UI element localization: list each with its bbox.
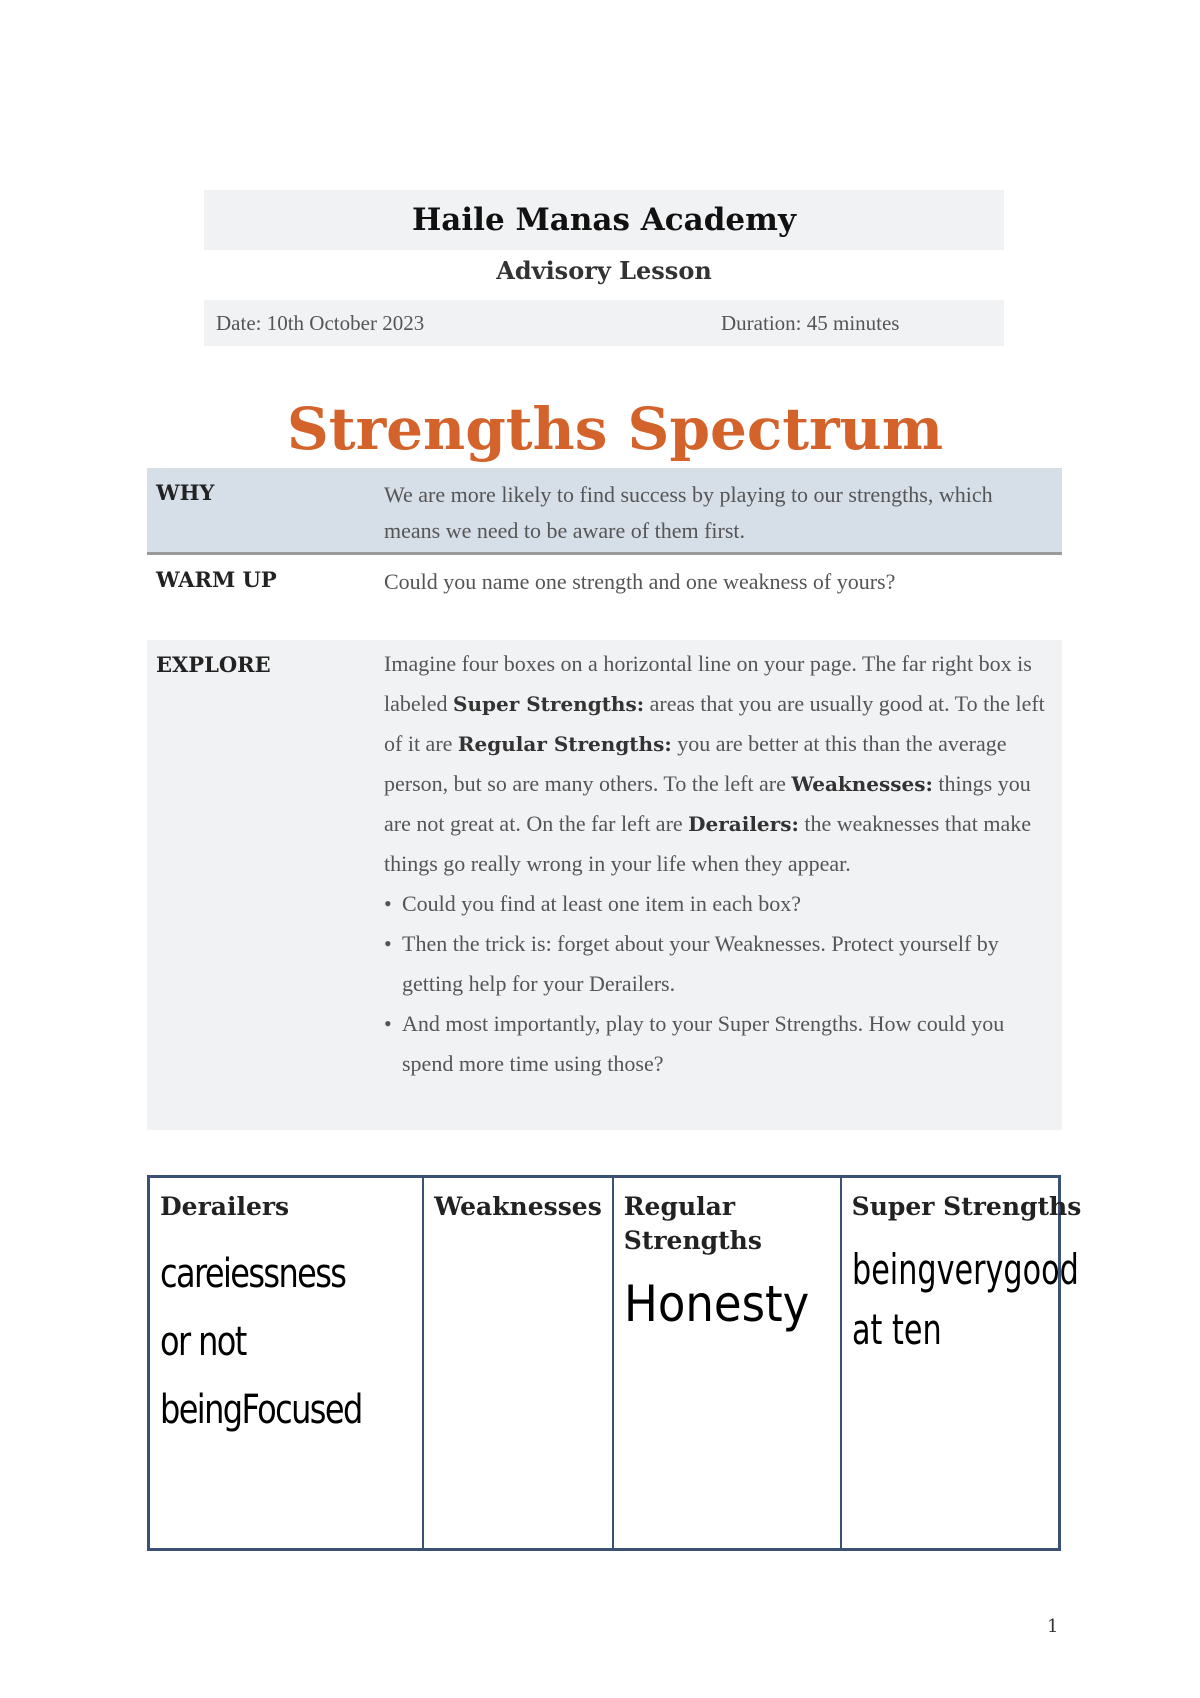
explore-paragraph: Imagine four boxes on a horizontal line on your page. The far right box is labeled Super Strengths: areas that you are usually good at. To the left of it are Regular Strengths: you are better at this than the average person, but so are many others. To the left are Weaknesses: things you are not great at. On the far left are Derailers: the weaknesses that make things go really wrong in your life when they appear. bbox=[384, 651, 1045, 876]
explore-bullet: • And most importantly, play to your Super Strengths. How could you spend more time using those? bbox=[384, 1011, 1005, 1076]
super-strengths-label: Super Strengths bbox=[851, 1192, 1082, 1221]
explore-bullet: • Then the trick is: forget about your Weaknesses. Protect yourself by getting help for your Derailers. bbox=[384, 931, 999, 996]
lesson-duration: Duration: 45 minutes bbox=[721, 310, 900, 335]
page-title: Strengths Spectrum bbox=[286, 395, 944, 463]
why-text: We are more likely to find success by playing to our strengths, which means we need to be aware of them first. bbox=[384, 482, 993, 543]
warm-up-row bbox=[147, 555, 1062, 633]
why-row bbox=[147, 468, 1062, 555]
explore-text bbox=[384, 644, 1052, 1084]
weaknesses-box[interactable] bbox=[424, 1178, 614, 1548]
derailers-answer: careiessness or not beingFocused bbox=[160, 1251, 362, 1433]
school-name: Haile Manas Academy bbox=[204, 190, 1004, 250]
warm-up-text: Could you name one strength and one weakness of yours? bbox=[384, 569, 896, 594]
super-strengths-answer: beingverygood at ten bbox=[851, 1245, 1079, 1354]
explore-row bbox=[147, 640, 1062, 1130]
explore-label: EXPLORE bbox=[156, 652, 271, 677]
derailers-label: Derailers bbox=[160, 1192, 290, 1221]
lesson-meta bbox=[204, 300, 1004, 346]
why-label: WHY bbox=[156, 480, 215, 505]
warm-up-label: WARM UP bbox=[156, 567, 277, 592]
page-number: 1 bbox=[1047, 1616, 1059, 1637]
super-strengths-box[interactable] bbox=[842, 1178, 1177, 1548]
explore-bullet: • Could you find at least one item in each box? bbox=[384, 891, 801, 916]
strengths-spectrum-boxes bbox=[147, 1175, 1082, 1551]
regular-strengths-label: Regular Strengths bbox=[623, 1192, 762, 1255]
lesson-type: Advisory Lesson bbox=[496, 256, 712, 285]
regular-strengths-answer: Honesty bbox=[623, 1275, 810, 1333]
weaknesses-label: Weaknesses bbox=[434, 1192, 602, 1221]
derailers-box[interactable] bbox=[150, 1178, 424, 1548]
lesson-date: Date: 10th October 2023 bbox=[216, 310, 425, 335]
regular-strengths-box[interactable] bbox=[614, 1178, 842, 1548]
